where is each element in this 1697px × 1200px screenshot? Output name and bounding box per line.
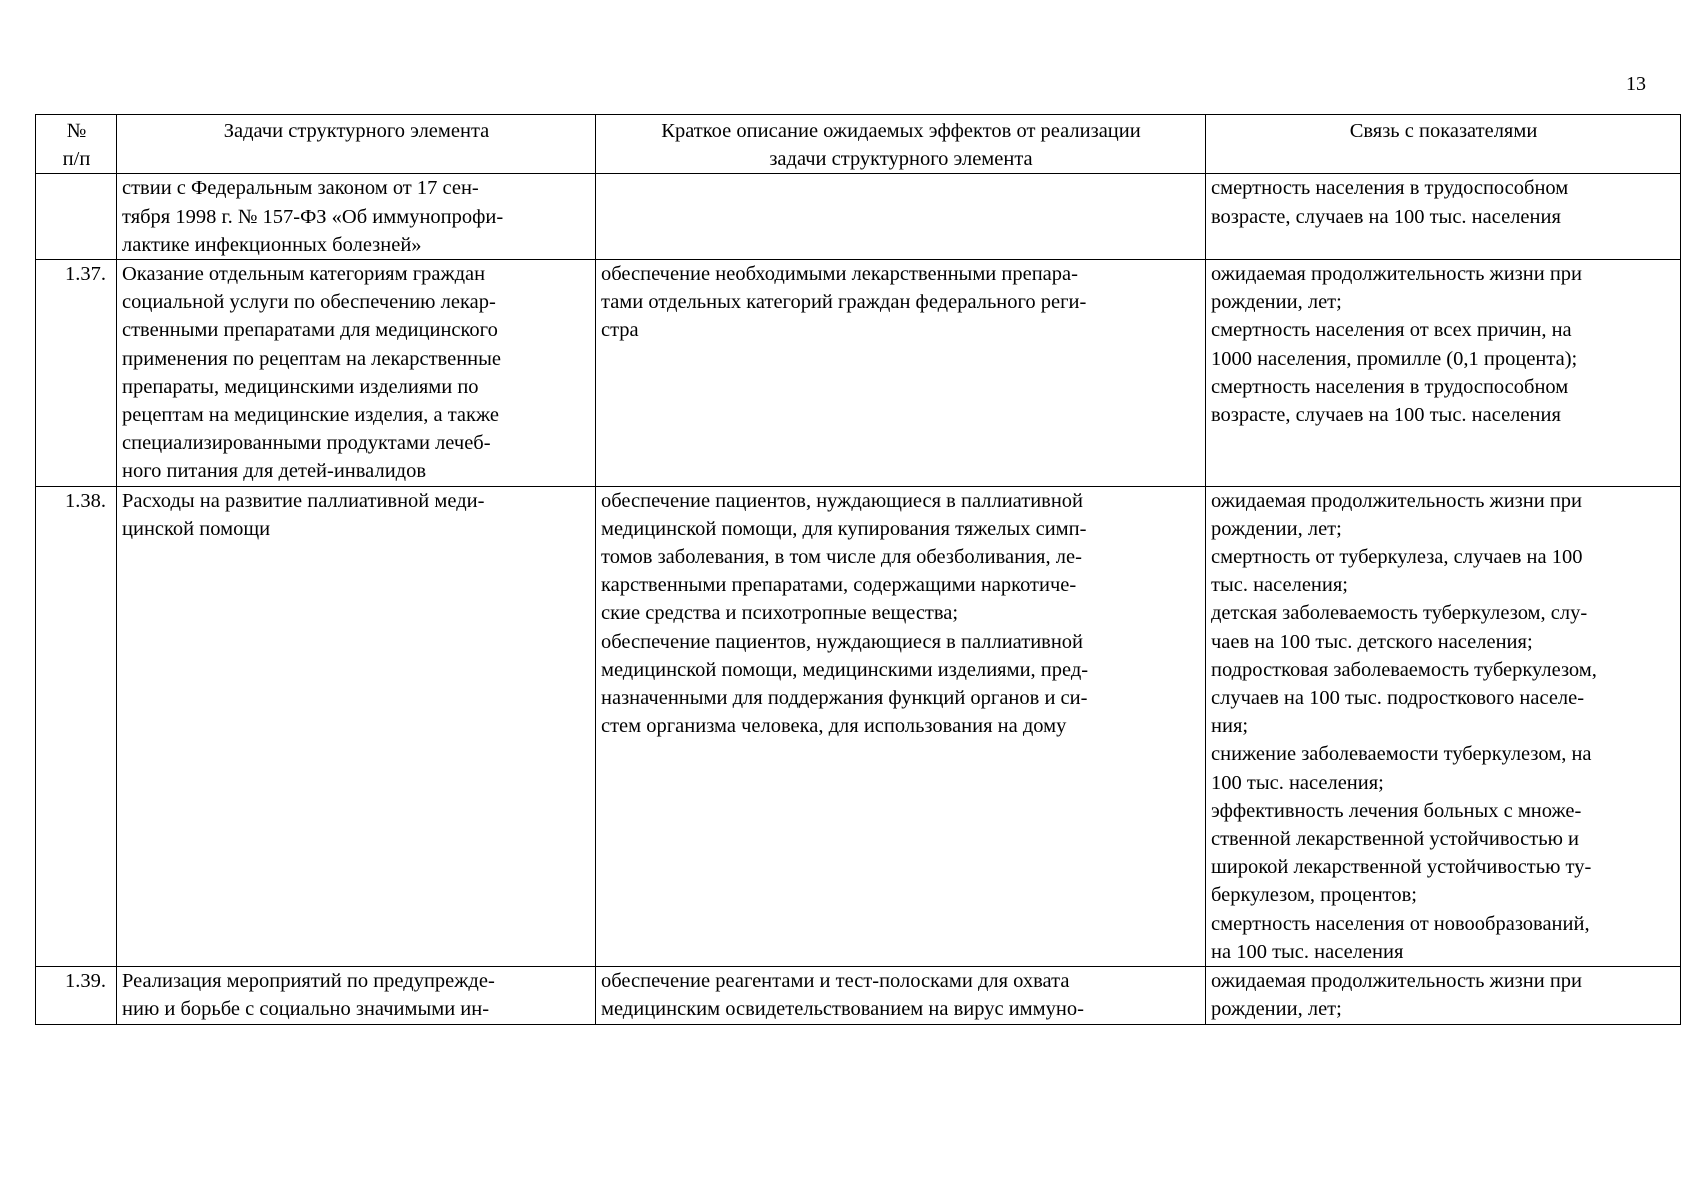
table-row — [36, 486, 1681, 966]
cell-line: обеспечение необходимыми лекарственными препара- — [601, 263, 1078, 286]
cell-line: медицинским освидетельствованием на вирус иммуно- — [601, 998, 1084, 1021]
cell-line: Краткое описание ожидаемых эффектов от реализации — [661, 120, 1141, 142]
cell-line: карственными препаратами, содержащими наркотиче- — [601, 574, 1077, 597]
row-num: 1.37. — [36, 260, 117, 487]
cell-line: лактике инфекционных болезней» — [122, 233, 422, 256]
row-tasks — [117, 174, 596, 260]
cell-line: снижение заболеваемости туберкулезом, на — [1211, 743, 1592, 766]
cell-line: назначенными для поддержания функций органов и си- — [601, 687, 1088, 710]
cell-line: возрасте, случаев на 100 тыс. населения — [1211, 205, 1561, 228]
cell-line: применения по рецептам на лекарственные — [122, 347, 502, 370]
row-indicators — [1206, 967, 1681, 1024]
cell-line: ственной лекарственной устойчивостью и — [1211, 828, 1579, 851]
cell-line: рождении, лет; — [1211, 291, 1342, 314]
cell-line: тами отдельных категорий граждан федерального реги- — [601, 291, 1087, 314]
row-num: 1.39. — [36, 967, 117, 1024]
table-row — [36, 967, 1681, 1024]
cell-line: стем организма человека, для использования на дому — [601, 715, 1067, 738]
row-indicators — [1206, 260, 1681, 487]
row-effects — [596, 486, 1206, 966]
cell-line: ния; — [1211, 715, 1249, 738]
cell-line: ствии с Федеральным законом от 17 сен- — [122, 177, 479, 200]
cell-line: Задачи структурного элемента — [223, 120, 490, 142]
row-indicators — [1206, 486, 1681, 966]
table-row — [36, 174, 1681, 260]
cell-line: стра — [601, 319, 639, 342]
cell-line: обеспечение пациентов, нуждающиеся в паллиативной — [601, 489, 1084, 512]
row-tasks — [117, 260, 596, 487]
cell-line: смертность населения от новообразований, — [1211, 912, 1590, 935]
cell-line: рецептам на медицинские изделия, а также — [122, 404, 499, 427]
cell-line: обеспечение реагентами и тест-полосками для охвата — [601, 970, 1070, 993]
cell-line: Оказание отдельным категориям граждан — [122, 263, 486, 286]
row-tasks — [117, 967, 596, 1024]
cell-line: смертность от туберкулеза, случаев на 100 — [1211, 546, 1583, 569]
header-effects — [596, 115, 1206, 174]
cell-line: беркулезом, процентов; — [1211, 884, 1417, 907]
row-effects — [596, 174, 1206, 260]
cell-line: рождении, лет; — [1211, 517, 1342, 540]
cell-line: широкой лекарственной устойчивостью ту- — [1211, 856, 1592, 879]
cell-line: смертность населения в трудоспособном — [1211, 177, 1569, 200]
row-num — [36, 174, 117, 260]
cell-line: смертность населения в трудоспособном — [1211, 375, 1569, 398]
cell-line: 100 тыс. населения; — [1211, 771, 1384, 794]
cell-line: Связь с показателями — [1349, 120, 1538, 142]
table-header-row — [36, 115, 1681, 174]
cell-line: 1000 населения, промилле (0,1 процента); — [1211, 347, 1578, 370]
cell-line: ские средства и психотропные вещества; — [601, 602, 959, 625]
structural-element-table — [35, 114, 1681, 1025]
cell-line: ожидаемая продолжительность жизни при — [1211, 489, 1583, 512]
cell-line: № — [66, 120, 87, 142]
table-row — [36, 260, 1681, 487]
cell-line: социальной услуги по обеспечению лекар- — [122, 291, 496, 314]
cell-line: тября 1998 г. № 157-ФЗ «Об иммунопрофи- — [122, 205, 504, 228]
cell-line: задачи структурного элемента — [769, 148, 1033, 171]
cell-line: препараты, медицинскими изделиями по — [122, 375, 479, 398]
header-num — [36, 115, 117, 174]
cell-line: возрасте, случаев на 100 тыс. населения — [1211, 404, 1561, 427]
cell-line: цинской помощи — [122, 517, 271, 540]
cell-line: Расходы на развитие паллиативной меди- — [122, 489, 485, 512]
cell-line: п/п — [62, 148, 91, 171]
header-tasks — [117, 115, 596, 174]
cell-line: нию и борьбе с социально значимыми ин- — [122, 998, 490, 1021]
cell-line: ственными препаратами для медицинского — [122, 319, 498, 342]
cell-line: рождении, лет; — [1211, 998, 1342, 1021]
cell-line: специализированными продуктами лечеб- — [122, 432, 491, 455]
cell-line: смертность населения от всех причин, на — [1211, 319, 1572, 342]
row-effects — [596, 967, 1206, 1024]
row-tasks — [117, 486, 596, 966]
cell-line: ного питания для детей-инвалидов — [122, 460, 427, 483]
row-effects — [596, 260, 1206, 487]
cell-line: эффективность лечения больных с множе- — [1211, 799, 1582, 822]
row-num: 1.38. — [36, 486, 117, 966]
cell-line: медицинской помощи, медицинскими изделиями, пред- — [601, 658, 1089, 681]
row-indicators — [1206, 174, 1681, 260]
cell-line: ожидаемая продолжительность жизни при — [1211, 970, 1583, 993]
cell-line: Реализация мероприятий по предупрежде- — [122, 970, 495, 993]
page-number: 13 — [1626, 73, 1646, 95]
cell-line: детская заболеваемость туберкулезом, слу- — [1211, 602, 1588, 625]
cell-line: подростковая заболеваемость туберкулезом, — [1211, 658, 1597, 681]
cell-line: тыс. населения; — [1211, 574, 1348, 597]
cell-line: томов заболевания, в том числе для обезболивания, ле- — [601, 546, 1082, 569]
cell-line: обеспечение пациентов, нуждающиеся в паллиативной — [601, 630, 1084, 653]
cell-line: медицинской помощи, для купирования тяжелых симп- — [601, 517, 1087, 540]
cell-line: ожидаемая продолжительность жизни при — [1211, 263, 1583, 286]
cell-line: на 100 тыс. населения — [1211, 940, 1404, 963]
cell-line: случаев на 100 тыс. подросткового населе- — [1211, 687, 1585, 710]
cell-line: чаев на 100 тыс. детского населения; — [1211, 630, 1533, 653]
header-indicators — [1206, 115, 1681, 174]
